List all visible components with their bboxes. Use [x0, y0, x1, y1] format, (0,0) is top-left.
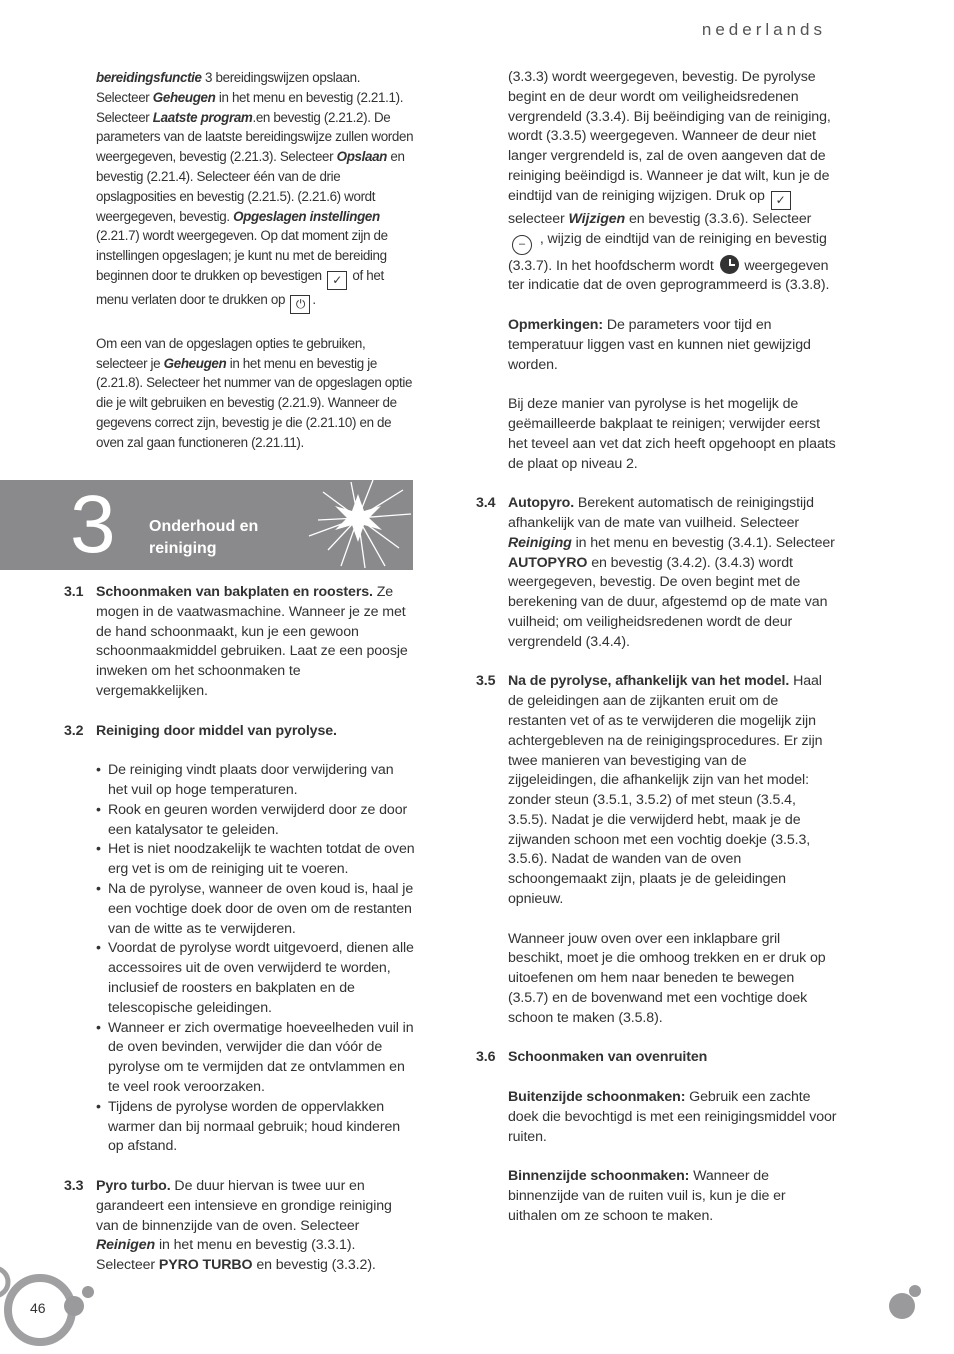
text: en bevestig (3.3.2).: [252, 1257, 376, 1274]
term-reiniging: Reiniging: [508, 534, 572, 551]
section-number: 3.6: [476, 1049, 496, 1066]
use-saved-paragraph: [96, 334, 414, 453]
memory-paragraph: [96, 68, 414, 314]
sparkle-icon: [303, 480, 413, 570]
text: Berekent automatisch de reinigingstijd afhankelijk van de mate van vuilheid. Selecteer: [508, 495, 814, 531]
text: in het menu en bevestig je (2.21.8). Selecteer het nummer van de opgeslagen optie die je wilt gebruiken en bevestig (2.21.9). Wanneer de gegevens correct zijn, bevestig je die (2.21.10) en de oven zal gaan functioneren (2.21.11).: [96, 355, 413, 450]
text: (3.3.3) wordt weergegeven, bevestig. De pyrolyse begint en de deur wordt om veiligheidsredenen vergrendeld (3.3.4). Bij beëindiging van de reiniging, wordt (3.3.5) weergegeven. Wanneer de deur niet langer vergrendeld is, zal de oven aangeven dat de reiniging beëindigd is. Wanneer je dat wilt, kun je de eindtijd van de reiniging wijzigen. Druk op: [508, 69, 831, 204]
text: .en bevestig (2.21.2). De parameters van de laatste bereidingswijze zullen worden weergegeven, bevestig (2.21.3). Selecteer: [96, 109, 414, 165]
chapter-number: 3: [70, 480, 116, 570]
term-wijzigen: Wijzigen: [568, 210, 626, 227]
text: De parameters voor tijd en temperatuur liggen vast en kunnen niet gewijzigd worden.: [508, 316, 811, 373]
section-title: Schoonmaken van bakplaten en roosters.: [96, 584, 373, 600]
list-item-text: Rook en geuren worden verwijderd door ze door een katalysator te geleiden.: [108, 801, 408, 838]
confirm-icon: ✓: [771, 191, 791, 210]
section-title: Na de pyrolyse, afhankelijk van het model.: [508, 673, 790, 690]
confirm-icon: ✓: [327, 271, 347, 290]
grill-paragraph: Wanneer jouw oven over een inklapbare gril beschikt, moet je die omhoog trekken en er druk op uitoefenen om hem naar beneden te bewegen (3.5.7) en de bovenwand met een vochtige doek schoon te maken (3.5.8).: [508, 930, 826, 1026]
term-reinigen: Reinigen: [96, 1237, 156, 1254]
text: weergegeven ter indicatie dat de oven geprogrammeerd is (3.3.8).: [508, 257, 830, 294]
section-3-5: [476, 672, 838, 1028]
power-icon: ⏻: [290, 295, 310, 314]
term-laatste-program: Laatste program: [152, 109, 253, 125]
language-label: nederlands: [701, 20, 826, 39]
text: Om een van de opgeslagen opties te gebruiken, selecteer je: [96, 335, 366, 371]
decorative-dots-icon: [880, 1280, 930, 1330]
term-opslaan: Opslaan: [336, 149, 388, 165]
term-opgeslagen-instellingen: Opgeslagen instellingen: [233, 208, 380, 224]
text: , wijzig de eindtijd van de reiniging en bevestig (3.3.7). In het hoofdscherm wordt: [508, 230, 827, 274]
list-item-text: Wanneer er zich overmatige hoeveelheden vuil in de oven bevinden, verwijder die dan vóór de pyrolyse om te vermijden dat ze ontvlammen en te veel rook veroorzaken.: [108, 1019, 414, 1095]
clock-icon: [720, 255, 739, 274]
list-item-text: Voordat de pyrolyse wordt uitgevoerd, dienen alle accessoires uit de oven verwijderd te worden, inclusief de roosters en bakplaten en de telescopische geleidingen.: [108, 940, 414, 1016]
remarks-paragraph: [508, 316, 838, 375]
text: Wanneer de binnenzijde van de ruiten vuil is, kun je die er uithalen om ze schoon te maken.: [508, 1168, 786, 1224]
term-geheugen: Geheugen: [152, 89, 216, 105]
text: of het menu verlaten door te drukken op: [96, 267, 384, 307]
text: in het menu en bevestig (2.21.1). Selecteer: [96, 89, 404, 125]
page-corner-circles-icon: [0, 1262, 100, 1354]
page-number: 46: [30, 1300, 46, 1316]
list-item: • Na de pyrolyse, wanneer de oven koud is, haal je een vochtige doek door de oven om de restanten van de witte as te verwijderen.: [96, 880, 414, 937]
section-title: Autopyro.: [508, 495, 575, 512]
section-text: Ze mogen in de vaatwasmachine. Wanneer je ze met de hand schoonmaakt, kun je een gewoon schoonmaakmiddel gebruiken. Laat ze een poosje inweken om het schoonmaken te vergemakkelijken.: [96, 584, 408, 699]
text: en bevestig (3.3.6). Selecteer: [625, 210, 812, 227]
left-intro: [96, 68, 414, 453]
section-number: 3.2: [64, 722, 84, 739]
list-item-text: Na de pyrolyse, wanneer de oven koud is, haal je een vochtige doek door de oven om de restanten van de witte as te verwijderen.: [108, 880, 414, 937]
baking-tray-paragraph: Bij deze manier van pyrolyse is het mogelijk de geëmailleerde bakplaat te reinigen; verwijder eerst het teveel aan vet dat zich heeft opgehoopt en plaats de plaat op niveau 2.: [508, 396, 836, 472]
list-item: • De reiniging vindt plaats door verwijdering van het vuil op hoge temperaturen.: [96, 762, 394, 798]
section-title: Schoonmaken van ovenruiten: [508, 1049, 708, 1066]
list-item: • Voordat de pyrolyse wordt uitgevoerd, dienen alle accessoires uit de oven verwijderd te worden, inclusief de roosters en bakplaten en de telescopische geleidingen.: [96, 940, 414, 1016]
section-text: Haal de geleidingen aan de zijkanten eruit om de restanten vet of as te verwijderen die mogelijk zijn achtergebleven na de reinigingsprocedures. Er zijn twee manieren van bevestiging van de zijgeleidingen, die afhankelijk zijn van het model: zonder steun (3.5.1, 3.5.2) of met steun (3.5.4, 3.5.5). Nadat je die verwijderd hebt, maak je de zijwanden schoon met een vochtig doekje (3.5.3, 3.5.6). Nadat de wanden van de oven schoongemaakt zijn, plaats je de geleidingen opnieuw.: [508, 673, 823, 908]
list-item-text: Tijdens de pyrolyse worden de oppervlakken warmer dan bij normaal gebruik; houd kinderen op afstand.: [108, 1098, 401, 1155]
term-pyro-turbo: PYRO TURBO: [158, 1257, 253, 1274]
pyro-turbo-continued: [476, 68, 838, 474]
chapter-banner: [0, 480, 413, 570]
section-3-6: [476, 1048, 838, 1226]
list-item: • Het is niet noodzakelijk te wachten totdat de oven erg vet is om de reiniging uit te voeren.: [96, 841, 415, 878]
section-3-1: [64, 583, 416, 702]
text: en bevestig (3.4.2). (3.4.3) wordt weergegeven, bevestig. De oven begint met de berekening van de duur, afgestemd op de mate van vuilheid; om veiligheidsredenen wordt de deur vergrendeld (3.4.4).: [508, 554, 828, 650]
section-title: Pyro turbo.: [96, 1177, 171, 1194]
left-sections: [64, 583, 416, 1276]
outer-label: Buitenzijde schoonmaken:: [508, 1089, 686, 1106]
list-item-text: Het is niet noodzakelijk te wachten totdat de oven erg vet is om de reiniging uit te voeren.: [108, 841, 415, 878]
text: .: [312, 291, 316, 307]
text: De duur hiervan is twee uur en garandeert een intensieve en grondige reiniging van de binnenzijde van de oven. Selecteer: [96, 1177, 392, 1234]
list-item: • Wanneer er zich overmatige hoeveelheden vuil in de oven bevinden, verwijder die dan vóór de pyrolyse om te vermijden dat ze ontvlammen en te veel rook veroorzaken.: [96, 1019, 414, 1095]
term-geheugen: Geheugen: [163, 355, 227, 371]
section-number: 3.3: [64, 1177, 84, 1194]
chapter-title: Onderhoud en reiniging: [149, 518, 259, 557]
remarks-label: Opmerkingen:: [508, 316, 603, 333]
minus-circle-icon: –: [512, 235, 532, 255]
text: in het menu en bevestig (3.3.1). Selecteer: [96, 1237, 356, 1274]
text: (2.21.7) wordt weergegeven. Op dat moment zijn de instellingen opgeslagen; je kunt nu met de bereiding beginnen door te drukken op bevestigen: [96, 228, 388, 283]
pyrolysis-bullets: [64, 761, 416, 1157]
list-item: • Rook en geuren worden verwijderd door ze door een katalysator te geleiden.: [96, 801, 408, 838]
text: en bevestig (2.21.4). Selecteer één van de drie opslagposities en bevestig (2.21.5). (2.21.6) wordt weergegeven, bevestig.: [96, 149, 405, 224]
section-3-4: [476, 494, 838, 652]
section-number: 3.4: [476, 495, 496, 512]
list-item: • Tijdens de pyrolyse worden de oppervlakken warmer dan bij normaal gebruik; houd kinderen op afstand.: [96, 1098, 401, 1155]
section-3-2: [64, 722, 416, 742]
list-item-text: De reiniging vindt plaats door verwijdering van het vuil op hoge temperaturen.: [108, 762, 394, 798]
text: in het menu en bevestig (3.4.1). Selecteer: [571, 534, 835, 551]
text: selecteer: [508, 210, 569, 227]
section-number: 3.1: [64, 584, 84, 600]
section-3-3: [64, 1177, 416, 1276]
right-column: [476, 68, 838, 1227]
section-number: 3.5: [476, 673, 496, 690]
text: Gebruik een zachte doek die bevochtigd is met een reinigingsmiddel voor ruiten.: [508, 1089, 837, 1145]
section-title: Reiniging door middel van pyrolyse.: [96, 722, 337, 739]
text: 3 bereidingswijzen opslaan. Selecteer: [96, 70, 361, 105]
term-autopyro: AUTOPYRO: [508, 554, 588, 571]
inner-label: Binnenzijde schoonmaken:: [508, 1168, 690, 1185]
term-bereidingsfunctie: bereidingsfunctie: [96, 70, 202, 85]
